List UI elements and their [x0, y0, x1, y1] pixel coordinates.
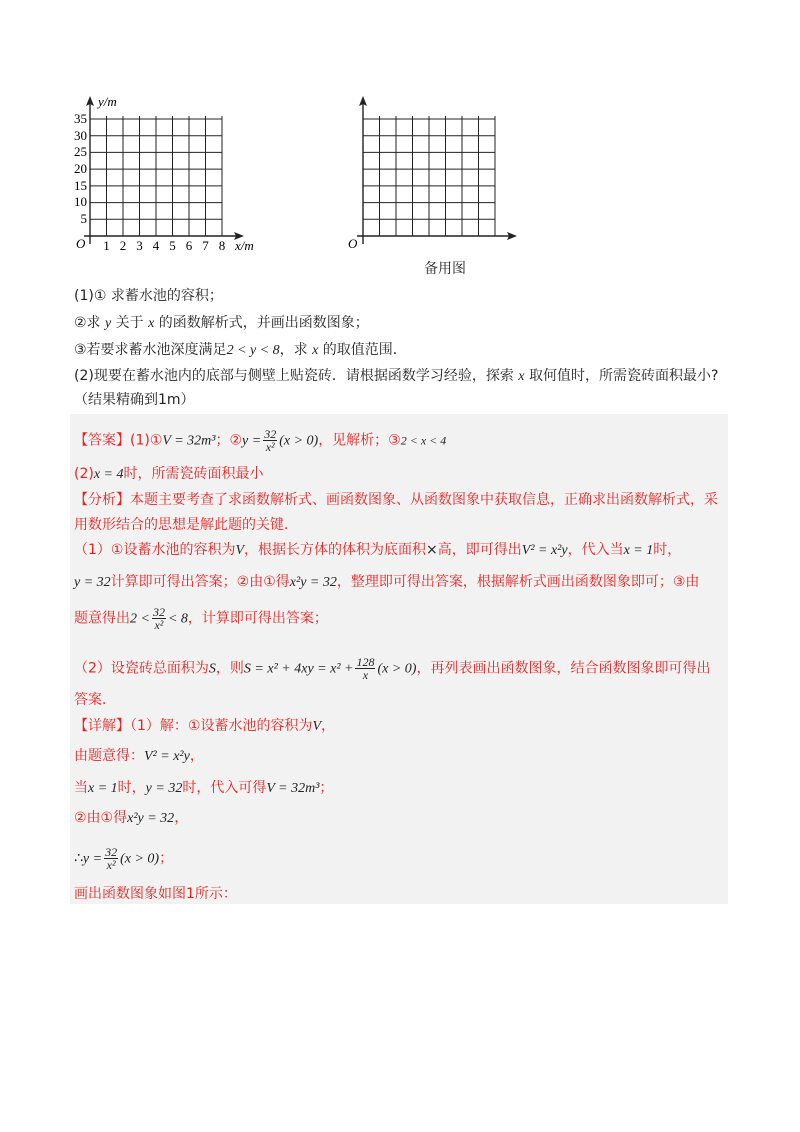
question-2-note: （结果精确到1m） — [74, 392, 195, 408]
x-tick-label: 7 — [202, 238, 209, 253]
question-1-2: ②求 y 关于 x 的函数解析式，并画出函数图象； — [74, 315, 369, 331]
analysis-line-5: 题意得出2 < $\frac{32}{\text{x²}}$ < 8，计算即可得出答案； — [74, 605, 328, 632]
detail-line-4: ②由①得x²y = 32， — [74, 810, 189, 826]
y-tick-label: 25 — [74, 144, 87, 159]
origin-label: O — [76, 236, 86, 251]
detail-line-3: 当x = 1时，y = 32时，代入可得V = 32m³； — [74, 780, 334, 796]
analysis-line-7: 答案． — [74, 692, 116, 708]
detail-line-6: 画出函数图象如图1所示： — [74, 886, 237, 902]
x-tick-label: 4 — [152, 238, 160, 253]
y-tick-label: 30 — [74, 128, 87, 143]
analysis-line-6: （2）设瓷砖总面积为S，则S = x² + 4xy = x² + $\frac{128}{x}$ (x > 0)，再列表画出函数图象，结合函数图象即可得出 — [74, 655, 711, 682]
question-1-1: (1)① 求蓄水池的容积； — [74, 288, 223, 304]
detail-line-2: 由题意得：V² = x²y， — [74, 748, 204, 764]
analysis-line-1: 【分析】本题主要考查了求函数解析式、画函数图象、从函数图象中获取信息，正确求出函数解析式，采 — [74, 492, 718, 508]
x-tick-label: 6 — [185, 238, 193, 253]
x-tick-label: 1 — [103, 238, 110, 253]
y-axis-label: y/m — [98, 94, 117, 109]
y-tick-label: 20 — [74, 161, 87, 176]
detail-line-5: ∴y = $\frac{32}{\text{x²}}$ (x > 0)； — [74, 845, 174, 872]
answer-line-2: (2)x = 4时，所需瓷砖面积最小 — [74, 466, 264, 482]
x-axis-label: x/m — [235, 238, 254, 253]
figure-caption: 备用图 — [424, 261, 466, 277]
origin-label: O — [348, 236, 358, 251]
grid-graph-left — [60, 88, 270, 258]
y-tick-label: 5 — [80, 211, 87, 226]
detail-line-1: 【详解】（1）解：①设蓄水池的容积为V， — [74, 718, 336, 734]
x-tick-label: 8 — [218, 238, 226, 253]
question-1-3: ③若要求蓄水池深度满足2 < y < 8，求 x 的取值范围． — [74, 342, 407, 358]
x-tick-label: 3 — [136, 238, 143, 253]
x-tick-label: 5 — [169, 238, 176, 253]
y-tick-label: 10 — [74, 194, 87, 209]
analysis-line-3: （1）①设蓄水池的容积为V，根据长方体的体积为底面积×高，即可得出V² = x²y，代入当x = 1时， — [74, 542, 682, 558]
analysis-line-2: 用数形结合的思想是解此题的关键． — [74, 517, 298, 533]
x-tick-label: 2 — [119, 238, 127, 253]
grid-graph-right — [340, 88, 530, 258]
y-tick-label: 35 — [74, 111, 87, 126]
y-tick-label: 15 — [74, 178, 87, 193]
answer-line-1: 【答案】(1)①V = 32m³；②y = $\frac{32}{\text{x²}}$ (x > 0)，见解析；③2 < x < 4 — [74, 427, 447, 454]
analysis-line-4: y = 32计算即可得出答案；②由①得x²y = 32，整理即可得出答案，根据解析式画出函数图象即可；③由 — [74, 574, 700, 590]
question-2: (2)现要在蓄水池内的底部与侧壁上贴瓷砖．请根据函数学习经验，探索 x 取何值时，所需瓷砖面积最小? — [74, 368, 719, 384]
